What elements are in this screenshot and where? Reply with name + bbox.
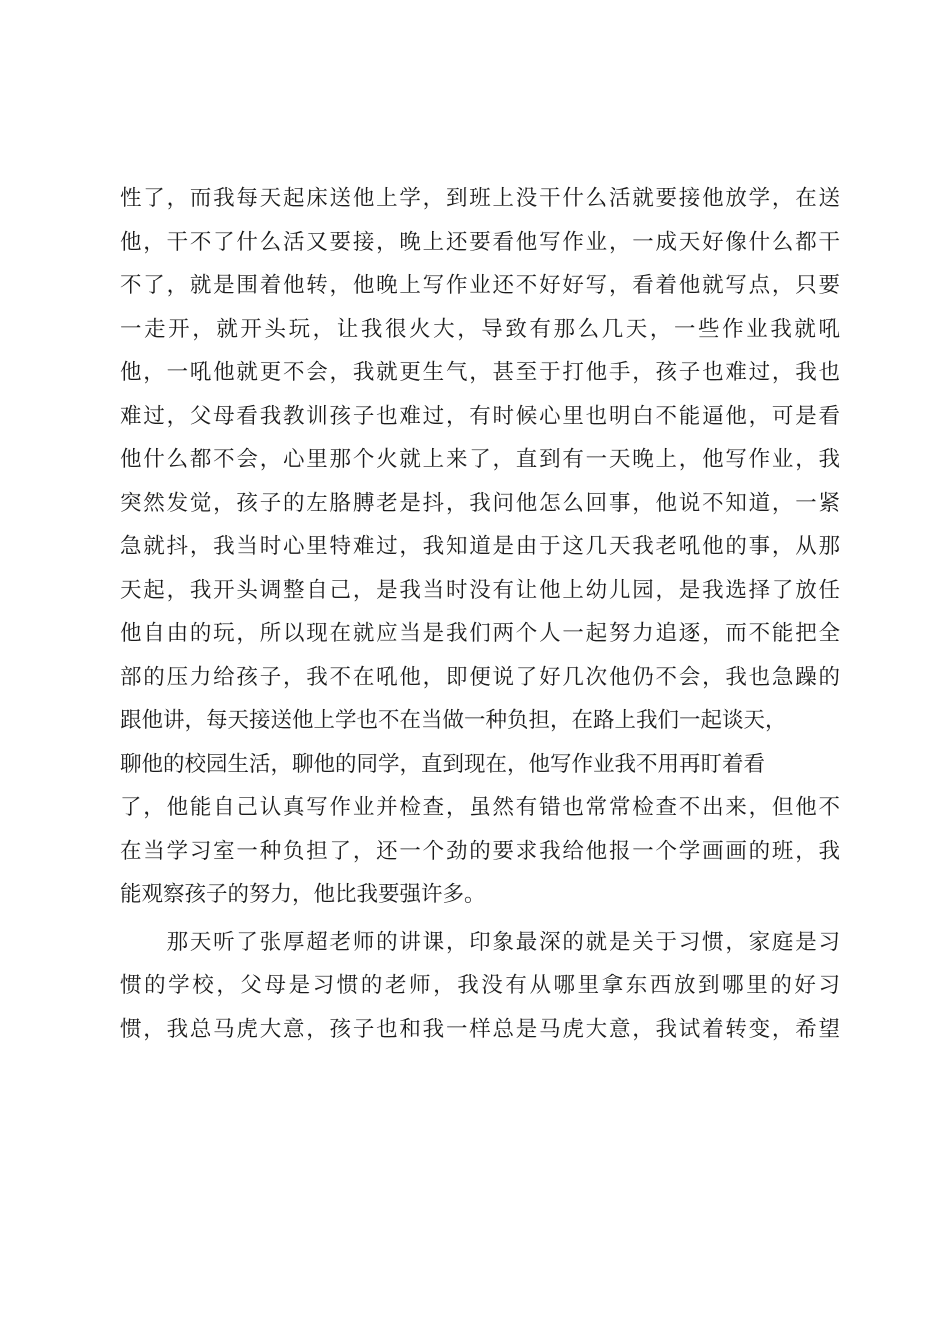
- text-line: 性了，而我每天起床送他上学，到班上没干什么活就要接他放学，在送: [120, 186, 840, 211]
- text-line: 他，一吼他就更不会，我就更生气，甚至于打他手，孩子也难过，我也: [120, 360, 840, 385]
- text-line: 那天听了张厚超老师的讲课，印象最深的就是关于习惯，家庭是习: [120, 929, 840, 955]
- text-line: 跟他讲，每天接送他上学也不在当做一种负担，在路上我们一起谈天，: [120, 708, 787, 733]
- text-line: 他，干不了什么活又要接，晚上还要看他写作业，一成天好像什么都干: [120, 229, 840, 255]
- text-line: 天起，我开头调整自己，是我当时没有让他上幼儿园，是我选择了放任: [120, 577, 840, 603]
- text-line: 不了，就是围着他转，他晚上写作业还不好好写，看着他就写点，只要: [120, 273, 840, 298]
- paragraph-1: [120, 177, 840, 917]
- text-line: 惯，我总马虎大意，孩子也和我一样总是马虎大意，我试着转变，希望: [120, 1016, 840, 1042]
- text-line: 突然发觉，孩子的左胳膊老是抖，我问他怎么回事，他说不知道，一紧: [120, 490, 840, 516]
- text-line: 他什么都不会，心里那个火就上来了，直到有一天晚上，他写作业，我: [120, 447, 840, 472]
- text-line: 惯的学校，父母是习惯的老师，我没有从哪里拿东西放到哪里的好习: [120, 973, 840, 998]
- text-line: 聊他的校园生活，聊他的同学，直到现在，他写作业我不用再盯着看: [120, 751, 766, 777]
- text-line: 了，他能自己认真写作业并检查，虽然有错也常常检查不出来，但他不: [120, 795, 840, 820]
- text-line: 难过，父母看我教训孩子也难过，有时候心里也明白不能逼他，可是看: [120, 403, 840, 429]
- text-line: 在当学习室一种负担了，还一个劲的要求我给他报一个学画画的班，我: [120, 838, 840, 864]
- text-line: 他自由的玩，所以现在就应当是我们两个人一起努力追逐，而不能把全: [120, 621, 840, 646]
- paragraph-2: [120, 921, 840, 1052]
- text-line: 部的压力给孩子，我不在吼他，即便说了好几次他仍不会，我也急躁的: [120, 664, 840, 690]
- document-body: [120, 177, 840, 1051]
- text-line: 一走开，就开头玩，让我很火大，导致有那么几天，一些作业我就吼: [120, 316, 840, 342]
- text-line: 急就抖，我当时心里特难过，我知道是由于这几天我老吼他的事，从那: [120, 534, 840, 559]
- text-line: 能观察孩子的努力，他比我要强许多。: [120, 882, 486, 907]
